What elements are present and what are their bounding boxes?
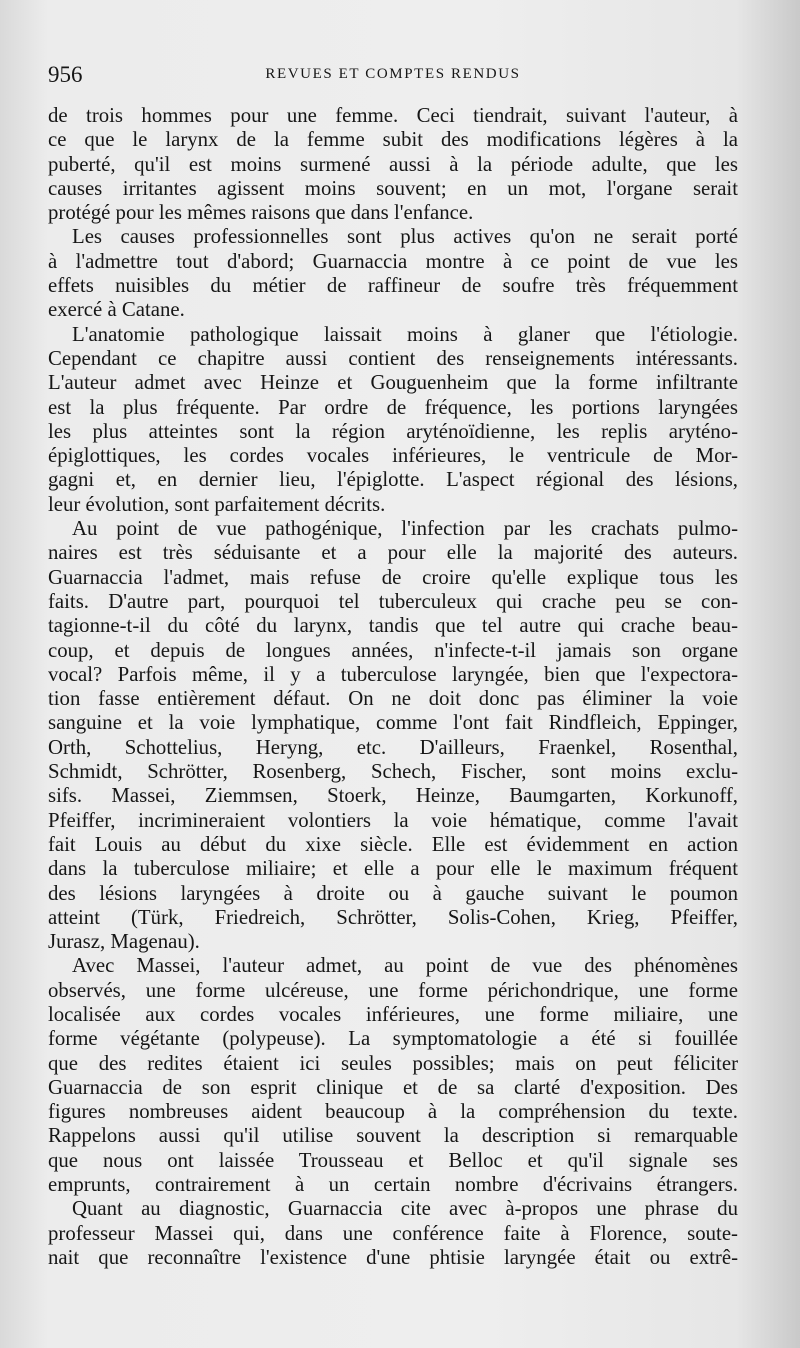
text-line: fait Louis au début du xixe siècle. Elle est évidemment en action: [48, 832, 738, 856]
running-title: REVUES ET COMPTES RENDUS: [265, 66, 521, 82]
text-line: sifs. Massei, Ziemmsen, Stoerk, Heinze, Baumgarten, Korkunoff,: [48, 784, 738, 808]
text-line: Les causes professionnelles sont plus actives qu'on ne serait porté: [72, 225, 738, 249]
text-line: de trois hommes pour une femme. Ceci tiendrait, suivant l'auteur, à: [48, 104, 738, 127]
text-line: Au point de vue pathogénique, l'infection par les crachats pulmo-: [72, 517, 738, 541]
text-line: protégé pour les mêmes raisons que dans l'enfance.: [48, 201, 474, 225]
text-line: que des redites étaient ici seules possibles; mais on peut féliciter: [48, 1051, 738, 1075]
text-line: à l'admettre tout d'abord; Guarnaccia montre à ce point de vue les: [48, 249, 738, 273]
text-line: effets nuisibles du métier de raffineur de soufre très fréquemment: [48, 274, 738, 298]
text-line: que nous ont laissée Trousseau et Belloc et qu'il signale ses: [48, 1148, 738, 1172]
text-line: causes irritantes agissent moins souvent; en un mot, l'organe serait: [48, 176, 738, 200]
text-line: localisée aux cordes vocales inférieures, une forme miliaire, une: [48, 1002, 738, 1026]
text-line: naires est très séduisante et a pour elle la majorité des auteurs.: [48, 541, 738, 565]
text-line: sanguine et la voie lymphatique, comme l'ont fait Rindfleich, Eppinger,: [48, 711, 738, 735]
text-line: figures nombreuses aident beaucoup à la compréhension du texte.: [48, 1100, 738, 1124]
text-line: les plus atteintes sont la région aryténoïdienne, les replis aryténo-: [48, 419, 738, 443]
text-line: L'auteur admet avec Heinze et Gouguenheim que la forme infiltrante: [48, 371, 738, 395]
text-line: Jurasz, Magenau).: [48, 930, 200, 954]
text-line: gagni et, en dernier lieu, l'épiglotte. L'aspect régional des lésions,: [48, 468, 738, 492]
text-line: Avec Massei, l'auteur admet, au point de vue des phénomènes: [72, 954, 738, 978]
text-line: professeur Massei qui, dans une conférence faite à Florence, soute-: [48, 1221, 738, 1245]
text-line: Guarnaccia l'admet, mais refuse de croire qu'elle explique tous les: [48, 565, 738, 589]
text-line: épiglottiques, les cordes vocales inférieures, le ventricule de Mor-: [48, 444, 738, 468]
text-line: observés, une forme ulcéreuse, une forme périchondrique, une forme: [48, 978, 738, 1002]
text-line: Cependant ce chapitre aussi contient des renseignements intéressants.: [48, 346, 738, 370]
text-line: exercé à Catane.: [48, 298, 185, 322]
text-line: atteint (Türk, Friedreich, Schrötter, Solis-Cohen, Krieg, Pfeiffer,: [48, 905, 738, 929]
text-line: emprunts, contrairement à un certain nombre d'écrivains étrangers.: [48, 1173, 738, 1197]
text-line: dans la tuberculose miliaire; et elle a pour elle le maximum fréquent: [48, 857, 738, 881]
text-line: L'anatomie pathologique laissait moins à glaner que l'étiologie.: [72, 322, 738, 346]
text-line: coup, et depuis de longues années, n'infecte-t-il jamais son organe: [48, 638, 738, 662]
text-line: vocal? Parfois même, il y a tuberculose laryngée, bien que l'expectora-: [48, 662, 738, 686]
page-header: [48, 62, 738, 88]
text-line: tion fasse entièrement défaut. On ne doit donc pas éliminer la voie: [48, 687, 738, 711]
text-line: Rappelons aussi qu'il utilise souvent la description si remarquable: [48, 1124, 738, 1148]
text-line: Schmidt, Schrötter, Rosenberg, Schech, Fischer, sont moins exclu-: [48, 760, 738, 784]
text-line: nait que reconnaître l'existence d'une phtisie laryngée était ou extrê-: [48, 1245, 738, 1269]
body-text: [48, 104, 738, 1270]
text-line: est la plus fréquente. Par ordre de fréquence, les portions laryngées: [48, 395, 738, 419]
text-line: faits. D'autre part, pourquoi tel tuberculeux qui crache peu se con-: [48, 589, 738, 613]
page-number: 956: [48, 62, 83, 87]
text-line: Guarnaccia de son esprit clinique et de sa clarté d'exposition. Des: [48, 1075, 738, 1099]
text-line: des lésions laryngées à droite ou à gauche suivant le poumon: [48, 881, 738, 905]
text-line: Pfeiffer, incrimineraient volontiers la voie hématique, comme l'avait: [48, 808, 738, 832]
text-line: Quant au diagnostic, Guarnaccia cite avec à-propos une phrase du: [72, 1197, 738, 1221]
text-line: forme végétante (polypeuse). La symptomatologie a été si fouillée: [48, 1027, 738, 1051]
text-line: Orth, Schottelius, Heryng, etc. D'ailleurs, Fraenkel, Rosenthal,: [48, 735, 738, 759]
text-line: tagionne-t-il du côté du larynx, tandis que tel autre qui crache beau-: [48, 614, 738, 638]
text-line: leur évolution, sont parfaitement décrits.: [48, 492, 386, 516]
text-line: ce que le larynx de la femme subit des modifications légères à la: [48, 128, 738, 152]
text-line: puberté, qu'il est moins surmené aussi à la période adulte, que les: [48, 152, 738, 176]
